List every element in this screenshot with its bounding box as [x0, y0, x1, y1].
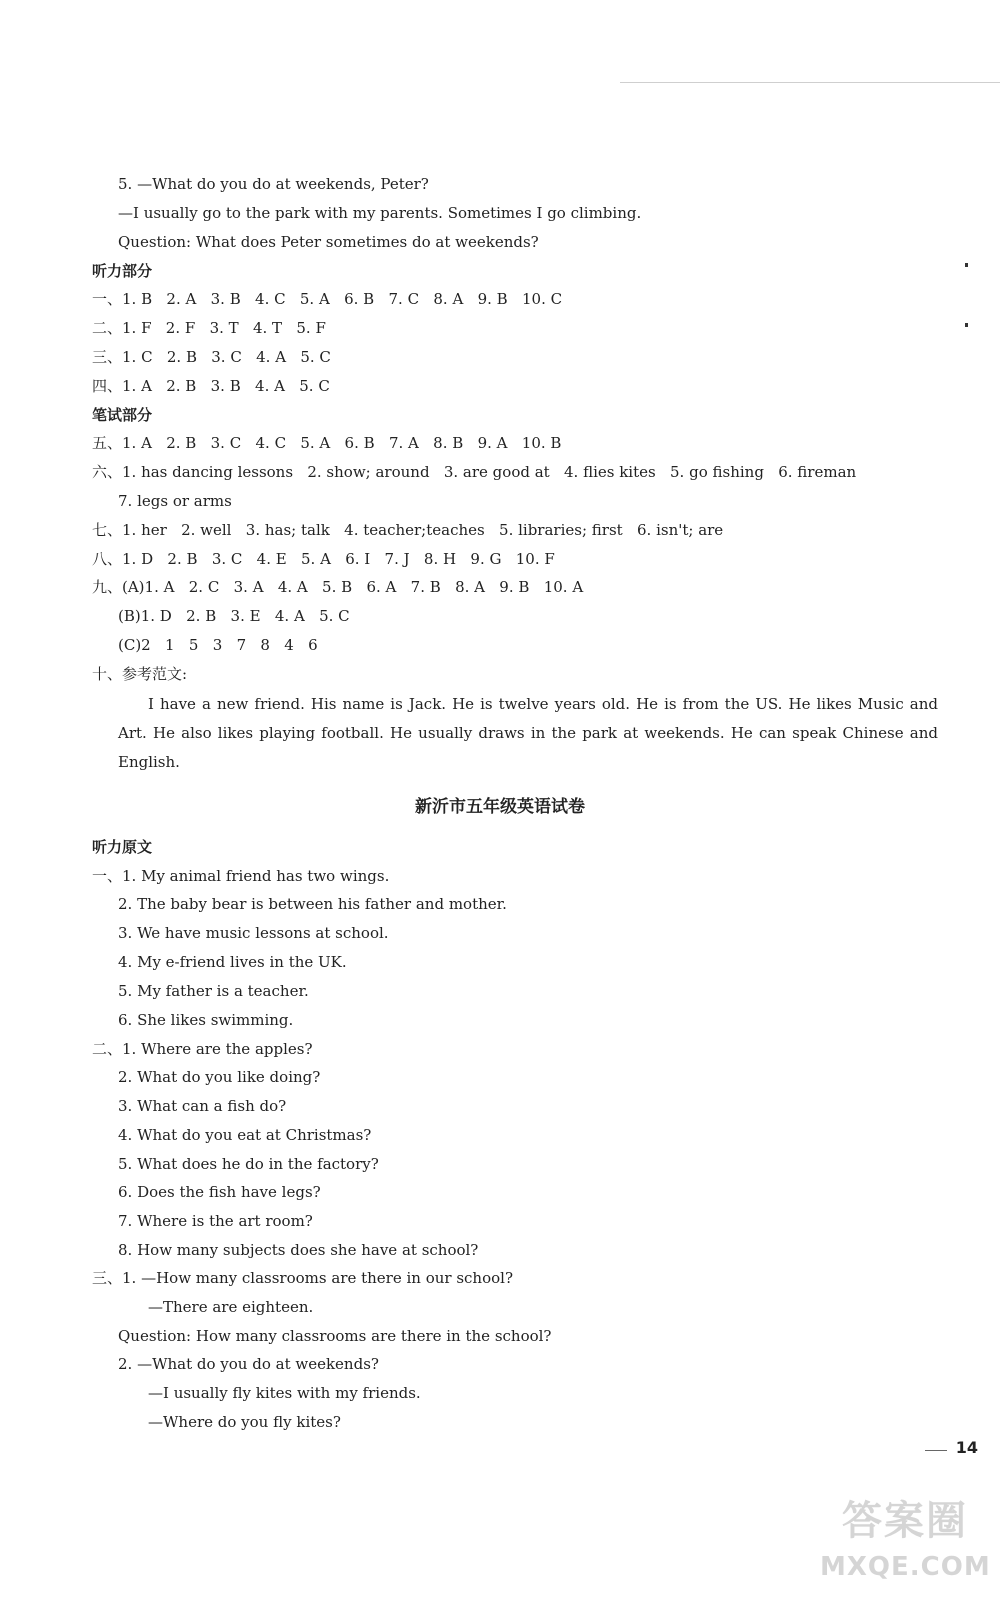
- text-line: 7. Where is the art room?: [118, 1212, 313, 1230]
- text-line: (B)1. D 2. B 3. E 4. A 5. C: [118, 607, 350, 625]
- section-heading: 听力原文: [92, 838, 153, 856]
- text-line: 一、1. My animal friend has two wings.: [92, 867, 390, 885]
- text-line: 4. My e-friend lives in the UK.: [118, 953, 347, 971]
- margin-mark: [965, 323, 968, 327]
- top-rule: [620, 82, 1000, 83]
- text-line: 3. What can a fish do?: [118, 1097, 287, 1115]
- text-line: 6. She likes swimming.: [118, 1011, 294, 1029]
- text-line: 三、1. C 2. B 3. C 4. A 5. C: [92, 348, 331, 366]
- text-line: 2. —What do you do at weekends?: [118, 1355, 379, 1373]
- text-line: 六、1. has dancing lessons 2. show; around 3. are good at 4. flies kites 5. go fishing 6. fireman: [92, 463, 857, 481]
- page-number: 14: [955, 1438, 978, 1457]
- text-line: 5. —What do you do at weekends, Peter?: [118, 175, 429, 193]
- text-line: 5. What does he do in the factory?: [118, 1155, 379, 1173]
- text-line: 一、1. B 2. A 3. B 4. C 5. A 6. B 7. C 8. A 9. B 10. C: [92, 290, 563, 308]
- text-line: Question: How many classrooms are there in the school?: [118, 1327, 552, 1345]
- text-line: 2. What do you like doing?: [118, 1068, 321, 1086]
- text-line: 4. What do you eat at Christmas?: [118, 1126, 372, 1144]
- text-line: Question: What does Peter sometimes do at weekends?: [118, 233, 539, 251]
- text-line: 2. The baby bear is between his father and mother.: [118, 895, 507, 913]
- sample-essay: I have a new friend. His name is Jack. He is twelve years old. He is from the US. He likes Music and Art. He also likes playing football. He usually draws in the park at weekends. He can speak Chinese and English.: [118, 695, 938, 771]
- text-line: 6. Does the fish have legs?: [118, 1183, 321, 1201]
- margin-mark: [965, 263, 968, 267]
- text-line: 二、1. F 2. F 3. T 4. T 5. F: [92, 319, 326, 337]
- text-line: 五、1. A 2. B 3. C 4. C 5. A 6. B 7. A 8. B 9. A 10. B: [92, 434, 562, 452]
- page-number-dash: [925, 1450, 947, 1451]
- text-line: 八、1. D 2. B 3. C 4. E 5. A 6. I 7. J 8. H 9. G 10. F: [92, 550, 555, 568]
- text-line: 7. legs or arms: [118, 492, 232, 510]
- text-line: 七、1. her 2. well 3. has; talk 4. teacher;teaches 5. libraries; first 6. isn't; are: [92, 521, 724, 539]
- text-line: 5. My father is a teacher.: [118, 982, 309, 1000]
- text-line: —Where do you fly kites?: [148, 1413, 341, 1431]
- text-line: 十、参考范文:: [92, 665, 188, 683]
- section-heading: 听力部分: [92, 262, 153, 280]
- text-line: —There are eighteen.: [148, 1298, 314, 1316]
- section-title: 新沂市五年级英语试卷: [415, 797, 585, 817]
- section-heading: 笔试部分: [92, 406, 153, 424]
- text-line: 3. We have music lessons at school.: [118, 924, 389, 942]
- text-line: —I usually fly kites with my friends.: [148, 1384, 421, 1402]
- text-line: —I usually go to the park with my parents. Sometimes I go climbing.: [118, 204, 642, 222]
- text-line: 九、(A)1. A 2. C 3. A 4. A 5. B 6. A 7. B 8. A 9. B 10. A: [92, 578, 584, 596]
- text-line: 8. How many subjects does she have at school?: [118, 1241, 479, 1259]
- site-watermark-logo: 答案圈 MXQE.COM: [820, 1498, 991, 1582]
- text-line: 二、1. Where are the apples?: [92, 1040, 313, 1058]
- text-line: 四、1. A 2. B 3. B 4. A 5. C: [92, 377, 330, 395]
- text-line: (C)2 1 5 3 7 8 4 6: [118, 636, 318, 654]
- text-line: 三、1. —How many classrooms are there in our school?: [92, 1269, 513, 1287]
